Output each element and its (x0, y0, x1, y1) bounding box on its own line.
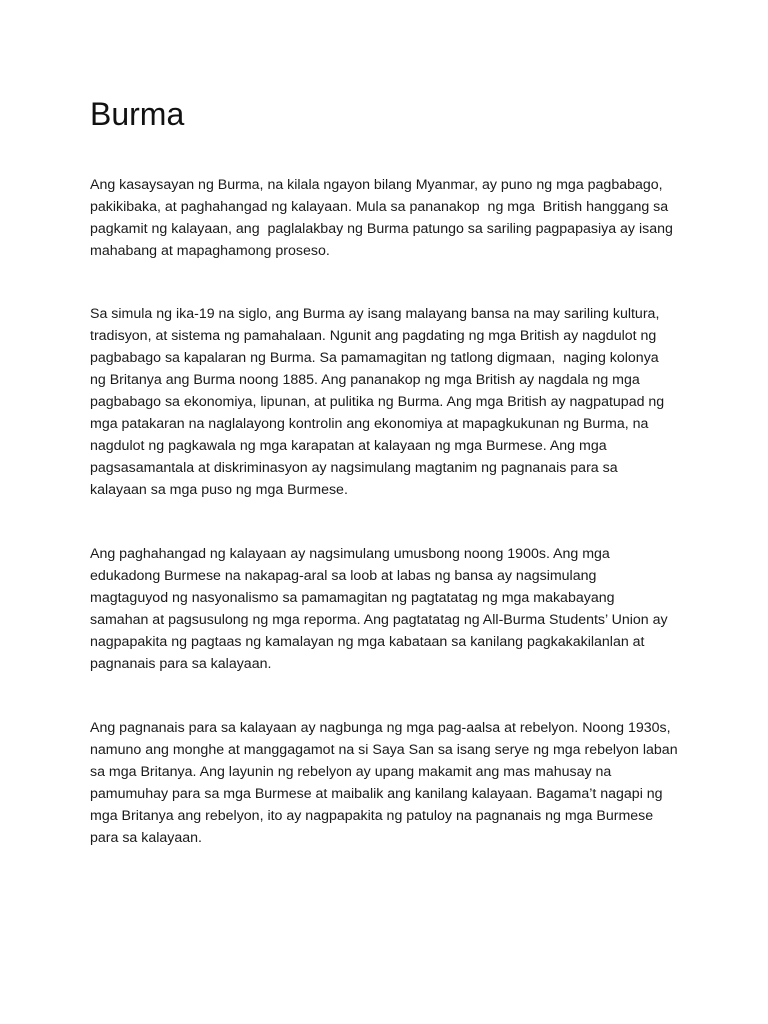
paragraph-intro: Ang kasaysayan ng Burma, na kilala ngayon bilang Myanmar, ay puno ng mga pagbabago, pakikibaka, at paghahangad ng kalayaan. Mula sa pananakop ng mga British hanggang sa pagkamit ng kalayaan, ang paglalakbay ng Burma patungo sa sariling pagpapasiya ay isang mahabang at mapaghamong proseso. (90, 177, 673, 259)
paragraph-rebellion: Ang pagnanais para sa kalayaan ay nagbunga ng mga pag-aalsa at rebelyon. Noong 1930s, namuno ang monghe at manggagamot na si Saya San sa isang serye ng mga rebelyon laban sa mga Britanya. Ang layunin ng rebelyon ay upang makamit ang mas mahusay na pamumuhay para sa mga Burmese at maibalik ang kanilang kalayaan. Bagama’t nagapi ng mga Britanya ang rebelyon, ito ay nagpapakita ng patuloy na pagnanais ng mga Burmese para sa kalayaan. (90, 720, 678, 846)
paragraph-nationalism: Ang paghahangad ng kalayaan ay nagsimulang umusbong noong 1900s. Ang mga edukadong Burmese na nakapag-aral sa loob at labas ng bansa ay nagsimulang magtaguyod ng nasyonalismo sa pamamagitan ng pagtatatag ng mga makabayang samahan at pagsusulong ng mga reporma. Ang pagtatatag ng All-Burma Students’ Union ay nagpapakita ng pagtaas ng kamalayan ng mga kabataan sa kanilang pagkakakilanlan at pagnanais para sa kalayaan. (90, 546, 668, 672)
document-title: Burma (90, 96, 185, 132)
paragraph-colonization: Sa simula ng ika-19 na siglo, ang Burma ay isang malayang bansa na may sariling kultura, tradisyon, at sistema ng pamahalaan. Ngunit ang pagdating ng mga British ay nagdulot ng pagbabago sa kapalaran ng Burma. Sa pamamagitan ng tatlong digmaan, naging kolonya ng Britanya ang Burma noong 1885. Ang pananakop ng mga British ay nagdala ng mga pagbabago sa ekonomiya, lipunan, at pulitika ng Burma. Ang mga British ay nagpatupad ng mga patakaran na naglalayong kontrolin ang ekonomiya at mapagkukunan ng Burma, na nagdulot ng pagkawala ng mga karapatan at kalayaan ng mga Burmese. Ang mga pagsasamantala at diskriminasyon ay nagsimulang magtanim ng pagnanais para sa kalayaan sa mga puso ng mga Burmese. (90, 306, 665, 498)
